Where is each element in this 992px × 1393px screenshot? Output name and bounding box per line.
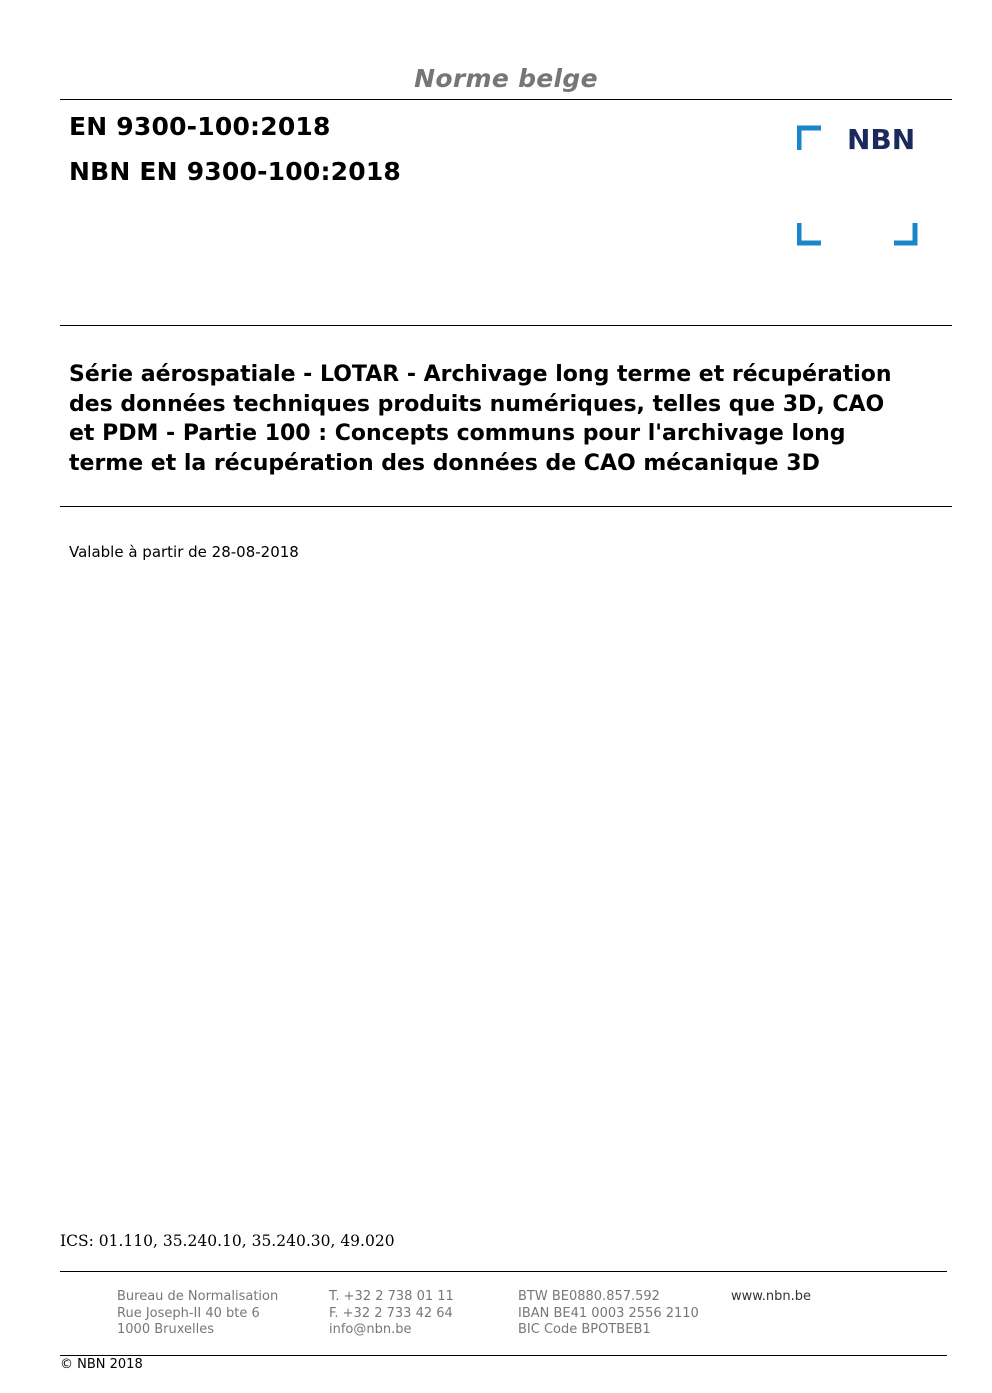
norme-belge-heading: Norme belge	[414, 64, 598, 93]
footer-fax: F. +32 2 733 42 64	[329, 1305, 453, 1321]
title-line: terme et la récupération des données de CAO mécanique 3D	[69, 450, 820, 476]
title-line: Série aérospatiale - LOTAR - Archivage long terme et récupération	[69, 362, 892, 387]
document-title	[69, 360, 949, 478]
header-divider	[60, 99, 952, 100]
copyright-notice: © NBN 2018	[60, 1357, 143, 1372]
footer-bank	[518, 1289, 699, 1339]
footer-line: BTW BE0880.857.592	[518, 1289, 660, 1304]
title-line: des données techniques produits numériques, telles que 3D, CAO	[69, 391, 885, 417]
title-bottom-divider	[60, 506, 952, 507]
title-top-divider	[60, 325, 952, 326]
standard-code-nbn: NBN EN 9300-100:2018	[69, 157, 402, 186]
title-line: et PDM - Partie 100 : Concepts communs pour l'archivage long	[69, 421, 846, 446]
nbn-logo-icon	[797, 125, 922, 250]
footer-contact	[329, 1289, 454, 1339]
footer-website: www.nbn.be	[731, 1289, 811, 1304]
footer-email: info@nbn.be	[329, 1322, 412, 1337]
footer-top-divider	[60, 1271, 947, 1272]
standard-code-en: EN 9300-100:2018	[69, 112, 331, 141]
validity-date: Valable à partir de 28-08-2018	[69, 543, 299, 561]
footer-line: Bureau de Normalisation	[117, 1289, 279, 1304]
footer-address	[117, 1289, 278, 1339]
nbn-logo-text: NBN	[847, 125, 916, 156]
footer-line: Rue Joseph-II 40 bte 6	[117, 1305, 260, 1321]
nbn-logo	[797, 125, 922, 250]
footer-line: IBAN BE41 0003 2556 2110	[518, 1305, 699, 1321]
footer-line: BIC Code BPOTBEB1	[518, 1322, 651, 1337]
footer-bottom-divider	[60, 1355, 947, 1356]
footer-phone: T. +32 2 738 01 11	[329, 1289, 454, 1304]
footer-web	[731, 1289, 811, 1306]
ics-codes: ICS: 01.110, 35.240.10, 35.240.30, 49.020	[60, 1232, 395, 1250]
footer-line: 1000 Bruxelles	[117, 1322, 215, 1337]
